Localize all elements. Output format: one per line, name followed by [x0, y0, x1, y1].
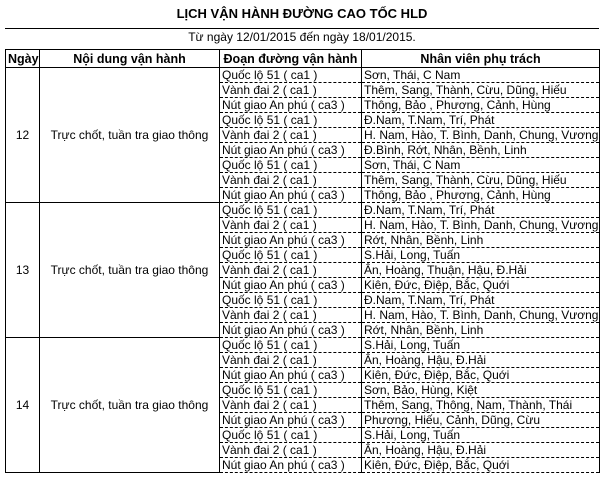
road-cell[interactable]: Vành đai 2 ( ca1 ): [220, 308, 362, 323]
road-cell[interactable]: Quốc lộ 51 ( ca1 ): [220, 158, 362, 173]
road-cell[interactable]: Nút giao An phú ( ca3 ): [220, 368, 362, 383]
staff-cell[interactable]: Thêm, Sang, Thành, Cừu, Dũng, Hiếu: [362, 83, 600, 98]
road-cell[interactable]: Quốc lộ 51 ( ca1 ): [220, 293, 362, 308]
day-cell[interactable]: 12: [6, 68, 40, 203]
table-row: [6, 203, 600, 218]
staff-cell[interactable]: Đ.Bình, Rớt, Nhân, Bềnh, Linh: [362, 143, 600, 158]
staff-cell[interactable]: Sơn, Thái, C Nam: [362, 68, 600, 83]
road-cell[interactable]: Vành đai 2 ( ca1 ): [220, 263, 362, 278]
road-cell[interactable]: Nút giao An phú ( ca3 ): [220, 323, 362, 338]
road-cell[interactable]: Nút giao An phú ( ca3 ): [220, 143, 362, 158]
staff-cell[interactable]: S.Hải, Long, Tuấn: [362, 248, 600, 263]
road-cell[interactable]: Vành đai 2 ( ca1 ): [220, 83, 362, 98]
road-cell[interactable]: Vành đai 2 ( ca1 ): [220, 218, 362, 233]
page-title: LỊCH VẬN HÀNH ĐƯỜNG CAO TỐC HLD: [176, 6, 428, 21]
day-cell[interactable]: 14: [6, 338, 40, 473]
road-cell[interactable]: Nút giao An phú ( ca3 ): [220, 278, 362, 293]
staff-cell[interactable]: Thông, Bảo , Phương, Cảnh, Hùng: [362, 188, 600, 203]
road-cell[interactable]: Quốc lộ 51 ( ca1 ): [220, 113, 362, 128]
table-row: [6, 68, 600, 83]
road-cell[interactable]: Vành đai 2 ( ca1 ): [220, 353, 362, 368]
road-cell[interactable]: Nút giao An phú ( ca3 ): [220, 413, 362, 428]
staff-cell[interactable]: H. Nam, Hào, T. Bình, Danh, Chung, Vương: [362, 128, 600, 143]
content-cell[interactable]: Trực chốt, tuần tra giao thông: [40, 203, 220, 338]
road-cell[interactable]: Quốc lộ 51 ( ca1 ): [220, 203, 362, 218]
road-cell[interactable]: Quốc lộ 51 ( ca1 ): [220, 428, 362, 443]
staff-cell[interactable]: Đ.Nam, T.Nam, Trí, Phát: [362, 113, 600, 128]
header-staff: Nhân viên phụ trách: [362, 50, 600, 68]
staff-cell[interactable]: Thêm, Sang, Thông, Nam, Thành, Thái: [362, 398, 600, 413]
staff-cell[interactable]: S.Hải, Long, Tuấn: [362, 338, 600, 353]
header-day: Ngày: [6, 50, 40, 68]
staff-cell[interactable]: H. Nam, Hào, T. Bình, Danh, Chung, Vương: [362, 218, 600, 233]
staff-cell[interactable]: Thông, Bảo , Phương, Cảnh, Hùng: [362, 98, 600, 113]
schedule-table: [5, 49, 600, 473]
staff-cell[interactable]: Đ.Nam, T.Nam, Trí, Phát: [362, 293, 600, 308]
road-cell[interactable]: Vành đai 2 ( ca1 ): [220, 398, 362, 413]
road-cell[interactable]: Quốc lộ 51 ( ca1 ): [220, 248, 362, 263]
staff-cell[interactable]: Phương, Hiếu, Cảnh, Dũng, Cừu: [362, 413, 600, 428]
road-cell[interactable]: Quốc lộ 51 ( ca1 ): [220, 383, 362, 398]
header-row: [6, 50, 600, 68]
content-cell[interactable]: Trực chốt, tuần tra giao thông: [40, 338, 220, 473]
road-cell[interactable]: Vành đai 2 ( ca1 ): [220, 128, 362, 143]
staff-cell[interactable]: Sơn, Bảo, Hùng, Kiệt: [362, 383, 600, 398]
staff-cell[interactable]: Kiên, Đức, Điệp, Bắc, Quới: [362, 278, 600, 293]
staff-cell[interactable]: Rớt, Nhân, Bềnh, Linh: [362, 323, 600, 338]
staff-cell[interactable]: Đ.Nam, T.Nam, Trí, Phát: [362, 203, 600, 218]
table-row: [6, 338, 600, 353]
day-cell[interactable]: 13: [6, 203, 40, 338]
staff-cell[interactable]: Kiên, Đức, Điệp, Bắc, Quới: [362, 368, 600, 383]
road-cell[interactable]: Quốc lộ 51 ( ca1 ): [220, 338, 362, 353]
road-cell[interactable]: Vành đai 2 ( ca1 ): [220, 173, 362, 188]
staff-cell[interactable]: Ân, Hoàng, Hậu, Đ.Hải: [362, 353, 600, 368]
road-cell[interactable]: Quốc lộ 51 ( ca1 ): [220, 68, 362, 83]
staff-cell[interactable]: Ân, Hoàng, Hậu, Đ.Hải: [362, 443, 600, 458]
staff-cell[interactable]: Kiên, Đức, Điệp, Bắc, Quới: [362, 458, 600, 473]
road-cell[interactable]: Nút giao An phú ( ca3 ): [220, 98, 362, 113]
staff-cell[interactable]: Thêm, Sang, Thành, Cừu, Dũng, Hiếu: [362, 173, 600, 188]
road-cell[interactable]: Vành đai 2 ( ca1 ): [220, 443, 362, 458]
staff-cell[interactable]: H. Nam, Hào, T. Bình, Danh, Chung, Vương: [362, 308, 600, 323]
staff-cell[interactable]: S.Hải, Long, Tuấn: [362, 428, 600, 443]
road-cell[interactable]: Nút giao An phú ( ca3 ): [220, 233, 362, 248]
header-content: Nội dung vận hành: [40, 50, 220, 68]
content-cell[interactable]: Trực chốt, tuần tra giao thông: [40, 68, 220, 203]
staff-cell[interactable]: Ân, Hoàng, Thuận, Hậu, Đ.Hải: [362, 263, 600, 278]
header-road: Đoạn đường vận hành: [220, 50, 362, 68]
date-range: Từ ngày 12/01/2015 đến ngày 18/01/2015.: [188, 30, 416, 44]
staff-cell[interactable]: Rớt, Nhân, Bềnh, Linh: [362, 233, 600, 248]
road-cell[interactable]: Nút giao An phú ( ca3 ): [220, 188, 362, 203]
staff-cell[interactable]: Sơn, Thái, C Nam: [362, 158, 600, 173]
road-cell[interactable]: Nút giao An phú ( ca3 ): [220, 458, 362, 473]
